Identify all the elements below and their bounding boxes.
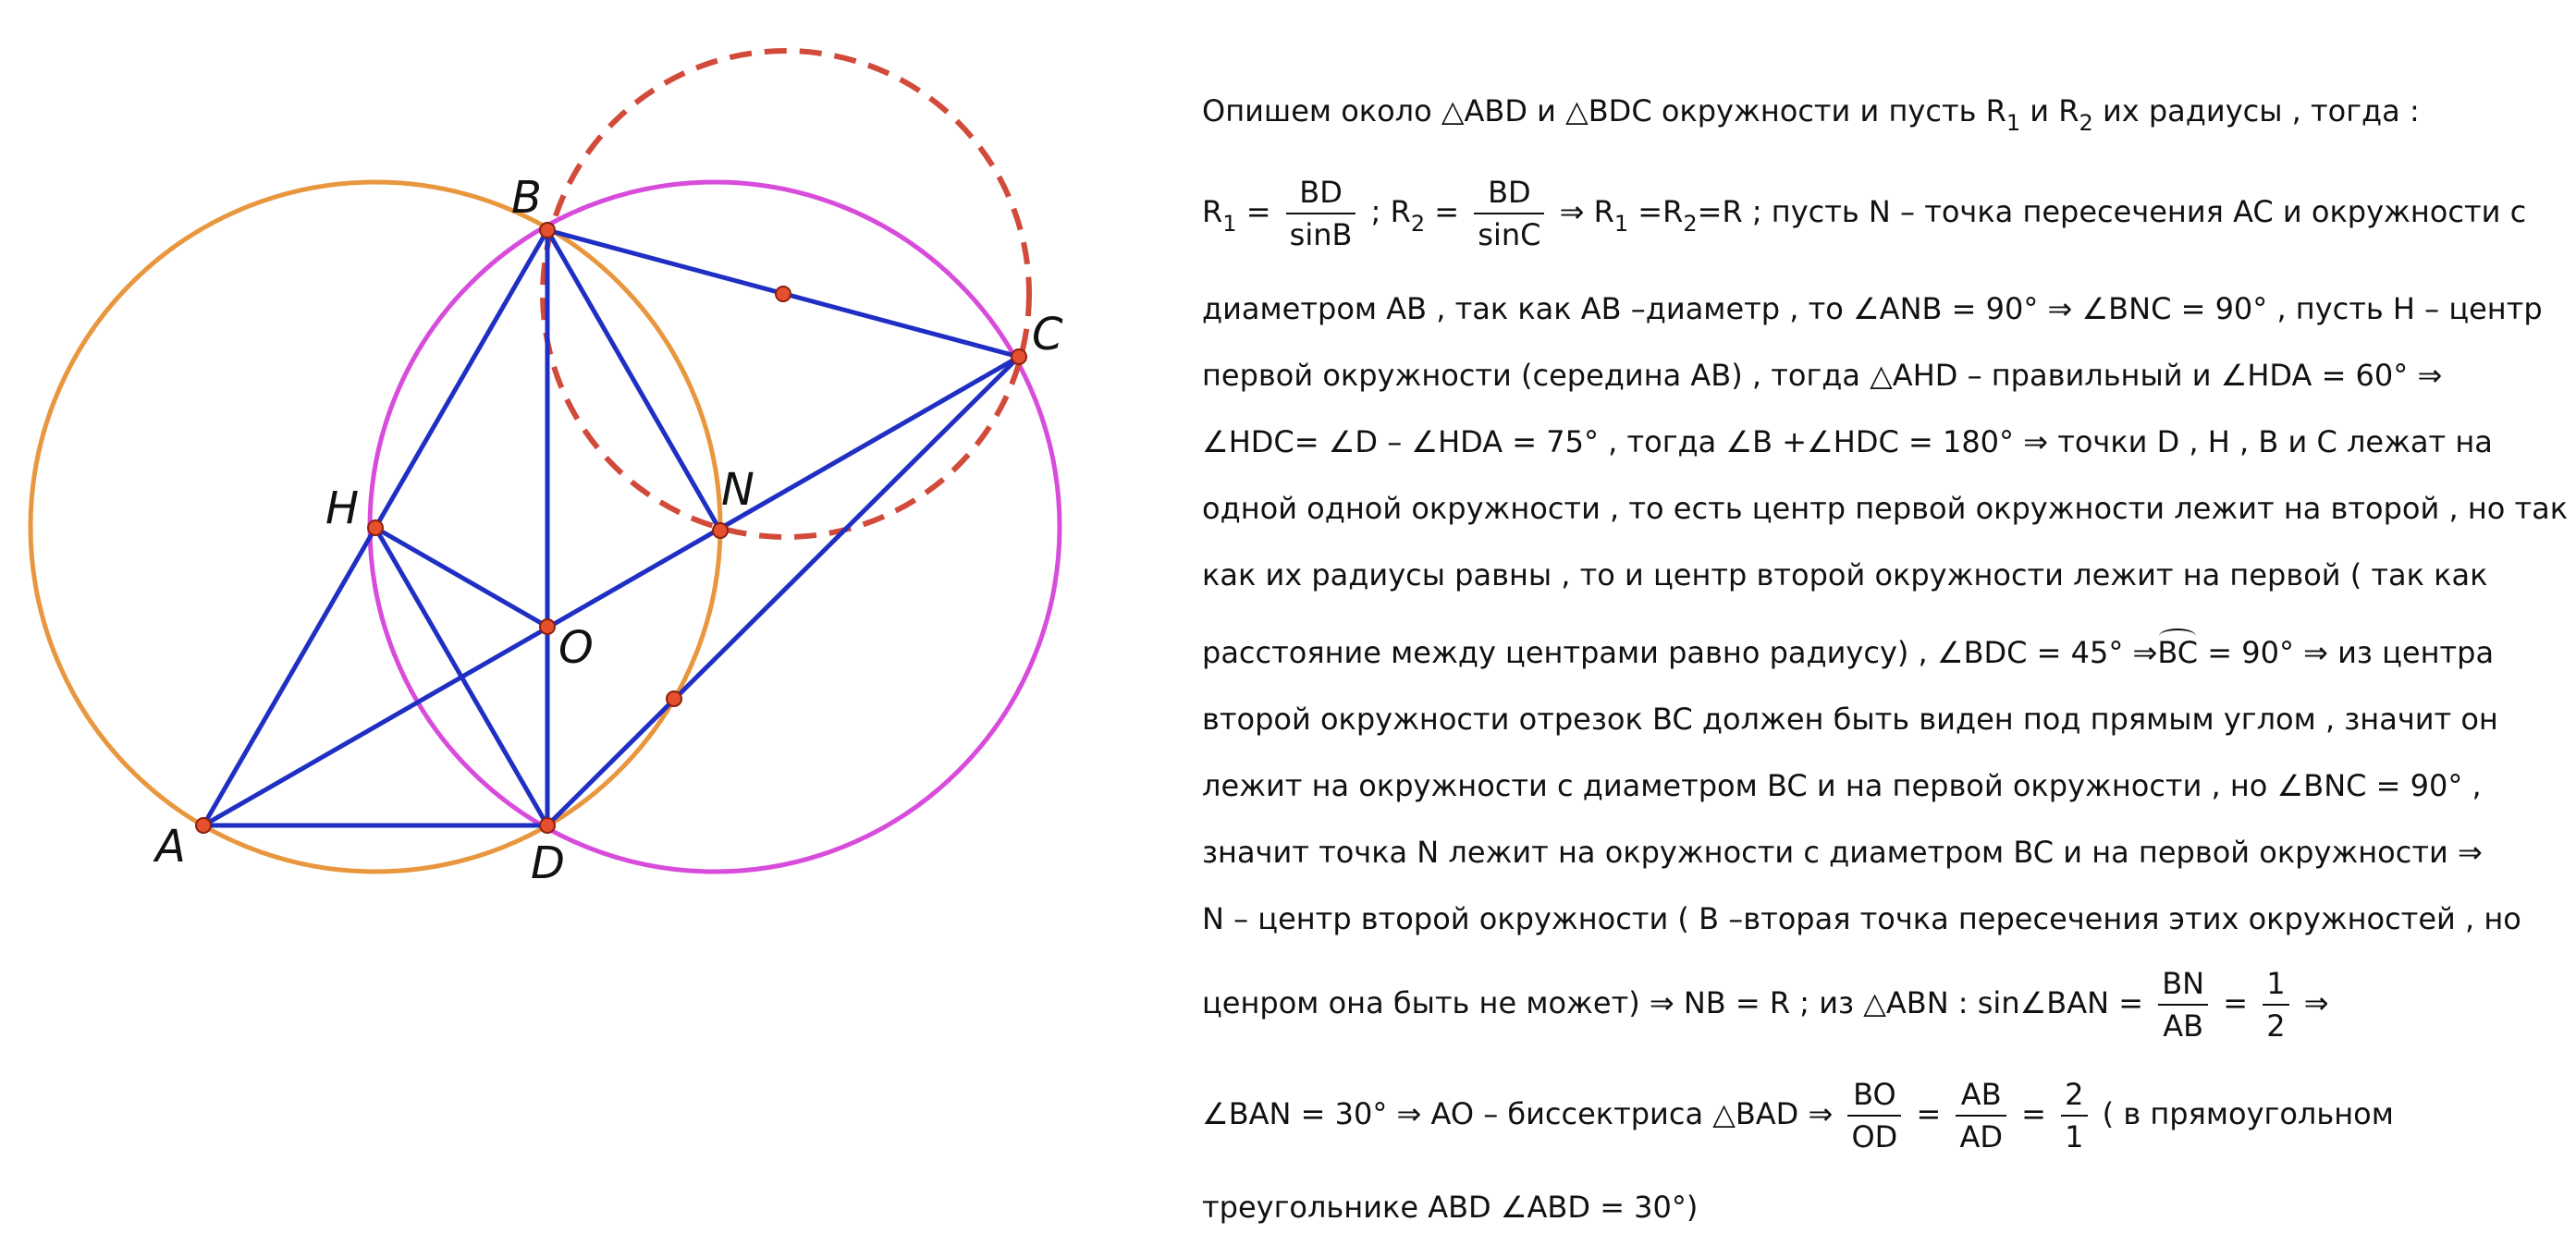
l2-r3-sub: 1 bbox=[1613, 211, 1629, 237]
l2-m1: ; R bbox=[1370, 194, 1411, 229]
frac-den: OD bbox=[1851, 1119, 1898, 1154]
frac-den: 1 bbox=[2065, 1119, 2084, 1154]
frac-den: AB bbox=[2163, 1008, 2204, 1044]
line-1 bbox=[1202, 93, 2420, 136]
segment-cd bbox=[547, 357, 1019, 825]
line-3: диаметром AB , так как AB –диаметр , то ∠ANB = 90° ⇒ ∠BNC = 90° , пусть H – центр bbox=[1202, 291, 2543, 326]
l2-r1: R bbox=[1202, 194, 1223, 229]
segment-ac bbox=[203, 357, 1019, 825]
frac-den: sinC bbox=[1478, 217, 1541, 252]
line-14-c: = bbox=[2021, 1096, 2056, 1131]
line-5: ∠HDC= ∠D – ∠HDA = 75° , тогда ∠B +∠HDC = 180° ⇒ точки D , H , B и C лежат на bbox=[1202, 424, 2493, 459]
frac-num: BD bbox=[1474, 177, 1544, 214]
frac-den: sinB bbox=[1289, 217, 1353, 252]
arc-bc: BC bbox=[2157, 635, 2199, 670]
label-c: C bbox=[1032, 309, 1063, 360]
line-14-a: ∠BAN = 30° ⇒ AO – биссектриса △BAD ⇒ bbox=[1202, 1096, 1843, 1131]
line-8-a: расстояние между центрами равно радиусу) , ∠BDC = 45° ⇒ bbox=[1202, 635, 2158, 670]
line-14-e: ( в прямоугольном bbox=[2102, 1096, 2394, 1131]
line-8 bbox=[1202, 635, 2495, 670]
fraction-2-1 bbox=[2061, 1077, 2087, 1154]
point-a bbox=[196, 818, 211, 833]
line-7: как их радиусы равны , то и центр второй окружности лежит на первой ( так как bbox=[1202, 557, 2488, 592]
frac-num: BN bbox=[2158, 969, 2208, 1006]
line-13-a: ценром она быть не может) ⇒ NB = R ; из △ABN : sin∠BAN = bbox=[1202, 985, 2153, 1020]
line-1-c: и R bbox=[2020, 93, 2079, 128]
l2-eq1: = bbox=[1236, 194, 1281, 229]
line-14 bbox=[1202, 1077, 2394, 1154]
line-1-a: Опишем около △ABD и △BDC окружности и пусть R bbox=[1202, 93, 2006, 128]
sub-r2: 2 bbox=[2079, 110, 2093, 136]
frac-num: BO bbox=[1847, 1080, 1901, 1117]
l2-eq2: = bbox=[1425, 194, 1469, 229]
l2-r4-sub: 2 bbox=[1683, 211, 1698, 237]
line-6: одной одной окружности , то есть центр первой окружности лежит на второй , но так bbox=[1202, 491, 2569, 526]
line-2 bbox=[1202, 177, 2526, 250]
label-a: A bbox=[155, 821, 186, 873]
l2-m2: ⇒ R bbox=[1559, 194, 1614, 229]
segment-hd bbox=[375, 528, 547, 825]
line-13 bbox=[1202, 966, 2329, 1044]
line-1-e: их радиусы , тогда : bbox=[2092, 93, 2420, 128]
label-o: O bbox=[558, 622, 594, 674]
frac-num: BD bbox=[1286, 177, 1356, 214]
label-n: N bbox=[721, 464, 754, 516]
line-12: N – центр второй окружности ( B –вторая точка пересечения этих окружностей , но bbox=[1202, 901, 2521, 936]
point-h bbox=[368, 520, 383, 535]
line-15: треугольнике ABD ∠ABD = 30°) bbox=[1202, 1190, 1699, 1225]
l2-m4: =R ; пусть N – точка пересечения AC и окружности с bbox=[1697, 194, 2527, 229]
l2-r1-sub: 1 bbox=[1222, 211, 1237, 237]
geometry-diagram bbox=[0, 0, 1073, 1258]
frac-num: 1 bbox=[2263, 969, 2288, 1006]
fraction-1-2 bbox=[2263, 966, 2288, 1044]
line-4: первой окружности (середина AB) , тогда △AHD – правильный и ∠HDA = 60° ⇒ bbox=[1202, 358, 2443, 393]
point-b bbox=[540, 223, 555, 238]
fraction-bo-od bbox=[1847, 1077, 1901, 1154]
line-9: второй окружности отрезок BC должен быть виден под прямым углом , значит он bbox=[1202, 702, 2498, 737]
label-d: D bbox=[531, 837, 565, 889]
point-d bbox=[540, 818, 555, 833]
frac-den: AD bbox=[1959, 1119, 2003, 1154]
point-cd-intersection bbox=[667, 691, 681, 706]
fraction-ab-ad bbox=[1956, 1077, 2006, 1154]
line-11: значит точка N лежит на окружности с диаметром BC и на первой окружности ⇒ bbox=[1202, 835, 2483, 870]
segment-ho bbox=[375, 528, 547, 627]
label-h: H bbox=[325, 482, 360, 534]
frac-num: AB bbox=[1956, 1080, 2006, 1117]
line-13-c: ⇒ bbox=[2303, 985, 2329, 1020]
fraction-bn-ab bbox=[2158, 966, 2208, 1044]
fraction-bd-sinb bbox=[1286, 177, 1356, 250]
line-13-b: = bbox=[2223, 985, 2258, 1020]
frac-den: 2 bbox=[2266, 1008, 2286, 1044]
point-c bbox=[1012, 349, 1026, 364]
line-10: лежит на окружности с диаметром BC и на первой окружности , но ∠BNC = 90° , bbox=[1202, 768, 2482, 803]
l2-m3: =R bbox=[1628, 194, 1684, 229]
line-8-b: = 90° ⇒ из центра bbox=[2198, 635, 2495, 670]
frac-num: 2 bbox=[2061, 1080, 2087, 1117]
l2-r2-sub: 2 bbox=[1410, 211, 1426, 237]
point-o bbox=[540, 619, 555, 634]
fraction-bd-sinc bbox=[1474, 177, 1544, 250]
label-b: B bbox=[511, 172, 542, 224]
sub-r1: 1 bbox=[2006, 110, 2021, 136]
point-bc-midpoint bbox=[776, 287, 791, 301]
line-14-b: = bbox=[1916, 1096, 1951, 1131]
point-n bbox=[713, 523, 728, 538]
